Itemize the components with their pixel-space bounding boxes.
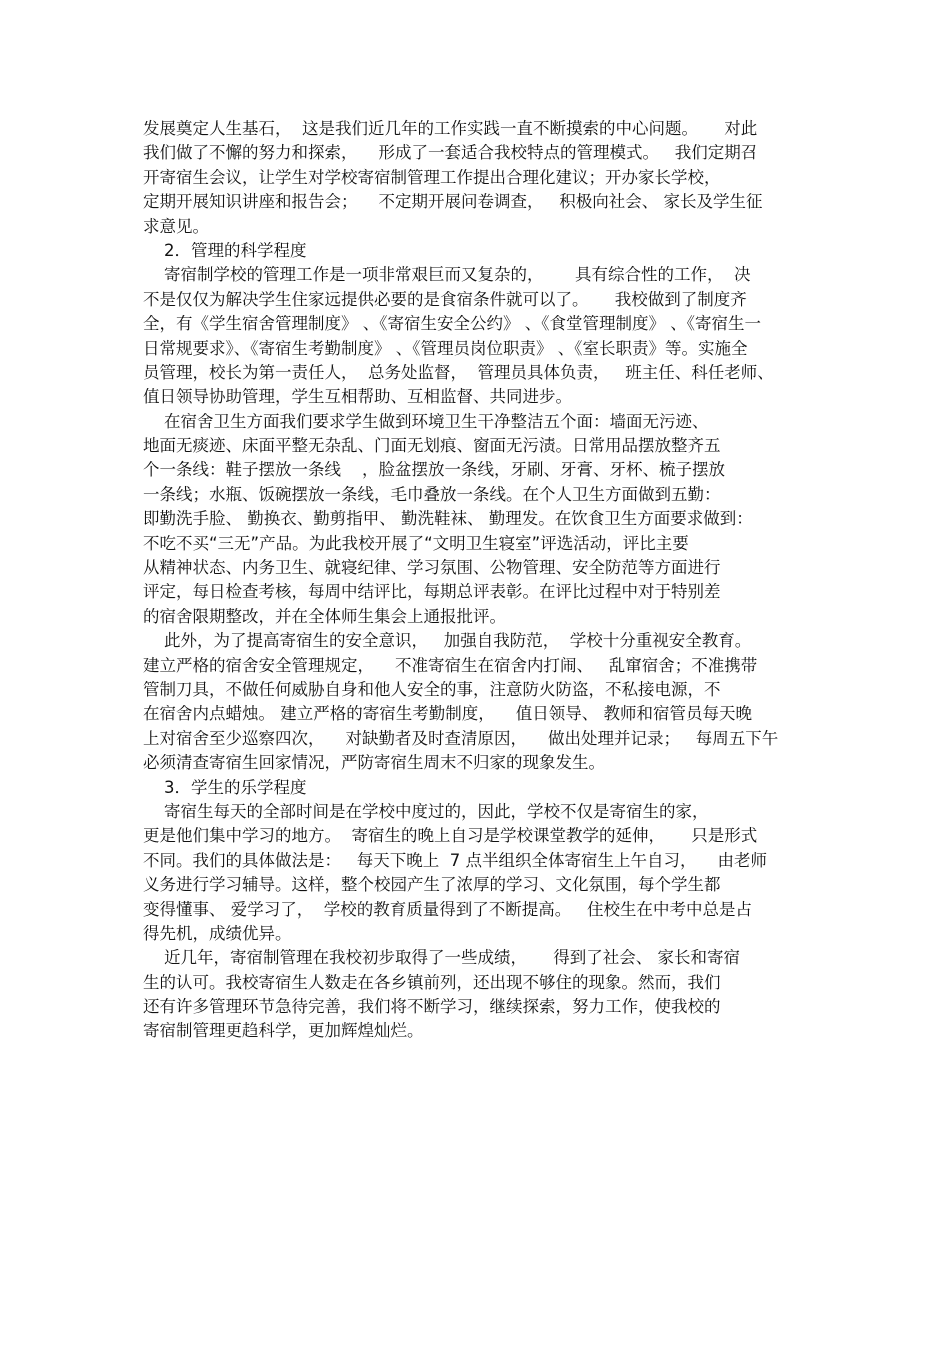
text-line: 寄宿制管理更趋科学，更加辉煌灿烂。 — [143, 1021, 424, 1041]
text-line: 不吃不买“三无”产品。为此我校开展了“文明卫生寝室”评选活动，评比主要 — [143, 533, 689, 553]
text-line: 上对宿舍至少巡察四次， 对缺勤者及时查清原因， 做出处理并记录； 每周五下午 — [143, 728, 779, 748]
text-line: 2．管理的科学程度 — [143, 240, 307, 260]
text-line: 还有许多管理环节急待完善，我们将不断学习，继续探索，努力工作，使我校的 — [143, 997, 721, 1017]
text-line: 的宿舍限期整改，并在全体师生集会上通报批评。 — [143, 606, 506, 626]
text-line: 3．学生的乐学程度 — [143, 777, 307, 797]
text-line: 即勤洗手脸、 勤换衣、勤剪指甲、 勤洗鞋袜、 勤理发。在饮食卫生方面要求做到： — [143, 509, 753, 529]
text-line: 必须清查寄宿生回家情况，严防寄宿生周末不归家的现象发生。 — [143, 753, 605, 773]
text-line: 此外，为了提高寄宿生的安全意识， 加强自我防范， 学校十分重视安全教育。 — [143, 631, 752, 651]
text-line: 地面无痰迹、床面平整无杂乱、门面无划痕、窗面无污渍。日常用品摆放整齐五 — [143, 436, 721, 456]
text-line: 发展奠定人生基石， 这是我们近几年的工作实践一直不断摸索的中心问题。 对此 — [143, 119, 758, 138]
text-line: 评定，每日检查考核，每周中结评比，每期总评表彰。在评比过程中对于特别差 — [143, 582, 721, 602]
text-line: 员管理，校长为第一责任人， 总务处监督， 管理员具体负责， 班主任、科任老师、 — [143, 362, 774, 382]
text-line: 在宿舍内点蜡烛。 建立严格的寄宿生考勤制度， 值日领导、 教师和宿管员每天晚 — [143, 704, 752, 724]
text-line: 变得懂事、 爱学习了， 学校的教育质量得到了不断提高。 住校生在中考中总是占 — [143, 899, 752, 919]
text-line: 生的认可。我校寄宿生人数走在各乡镇前列，还出现不够住的现象。然而，我们 — [143, 972, 721, 992]
text-line: 个一条线：鞋子摆放一条线 ，脸盆摆放一条线，牙刷、牙膏、牙杯、梳子摆放 — [143, 460, 725, 480]
text-line: 更是他们集中学习的地方。 寄宿生的晚上自习是学校课堂教学的延伸， 只是形式 — [143, 826, 758, 846]
text-line: 全，有《学生宿舍管理制度》 、《寄宿生安全公约》 、《食堂管理制度》 、《寄宿生一 — [143, 314, 761, 334]
text-line: 寄宿制学校的管理工作是一项非常艰巨而又复杂的， 具有综合性的工作， 决 — [143, 265, 751, 285]
text-line: 值日领导协助管理，学生互相帮助、互相监督、共同进步。 — [143, 387, 572, 407]
text-line: 我们做了不懈的努力和探索， 形成了一套适合我校特点的管理模式。 我们定期召 — [143, 143, 758, 163]
text-line: 寄宿生每天的全部时间是在学校中度过的，因此，学校不仅是寄宿生的家， — [143, 801, 709, 821]
text-line: 义务进行学习辅导。这样，整个校园产生了浓厚的学习、文化氛围，每个学生都 — [143, 875, 721, 895]
text-line: 得先机，成绩优异。 — [143, 923, 292, 943]
text-line: 定期开展知识讲座和报告会； 不定期开展问卷调查， 积极向社会、 家长及学生征 — [143, 192, 763, 212]
text-line: 求意见。 — [143, 216, 209, 236]
text-line: 不同。我们的具体做法是： 每天下晚上 7 点半组织全体寄宿生上午自习， 由老师 — [143, 850, 767, 870]
text-line: 在宿舍卫生方面我们要求学生做到环境卫生干净整洁五个面：墙面无污迹、 — [143, 411, 709, 431]
text-line: 从精神状态、内务卫生、就寝纪律、学习氛围、公物管理、安全防范等方面进行 — [143, 558, 721, 578]
text-line: 一条线；水瓶、饭碗摆放一条线，毛巾叠放一条线。在个人卫生方面做到五勤： — [143, 484, 721, 504]
document-body — [143, 117, 813, 1044]
text-line: 近几年，寄宿制管理在我校初步取得了一些成绩， 得到了社会、 家长和寄宿 — [143, 948, 740, 968]
text-line: 管制刀具，不做任何威胁自身和他人安全的事，注意防火防盗，不私接电源，不 — [143, 679, 721, 699]
text-line: 不是仅仅为解决学生住家远提供必要的是食宿条件就可以了。 我校做到了制度齐 — [143, 289, 747, 309]
text-line: 日常规要求》、《寄宿生考勤制度》 、《管理员岗位职责》 、《室长职责》等。实施全 — [143, 338, 748, 358]
text-line: 开寄宿生会议，让学生对学校寄宿制管理工作提出合理化建议；开办家长学校， — [143, 167, 721, 187]
text-line: 建立严格的宿舍安全管理规定， 不准寄宿生在宿舍内打闹、 乱窜宿舍；不准携带 — [143, 655, 758, 675]
